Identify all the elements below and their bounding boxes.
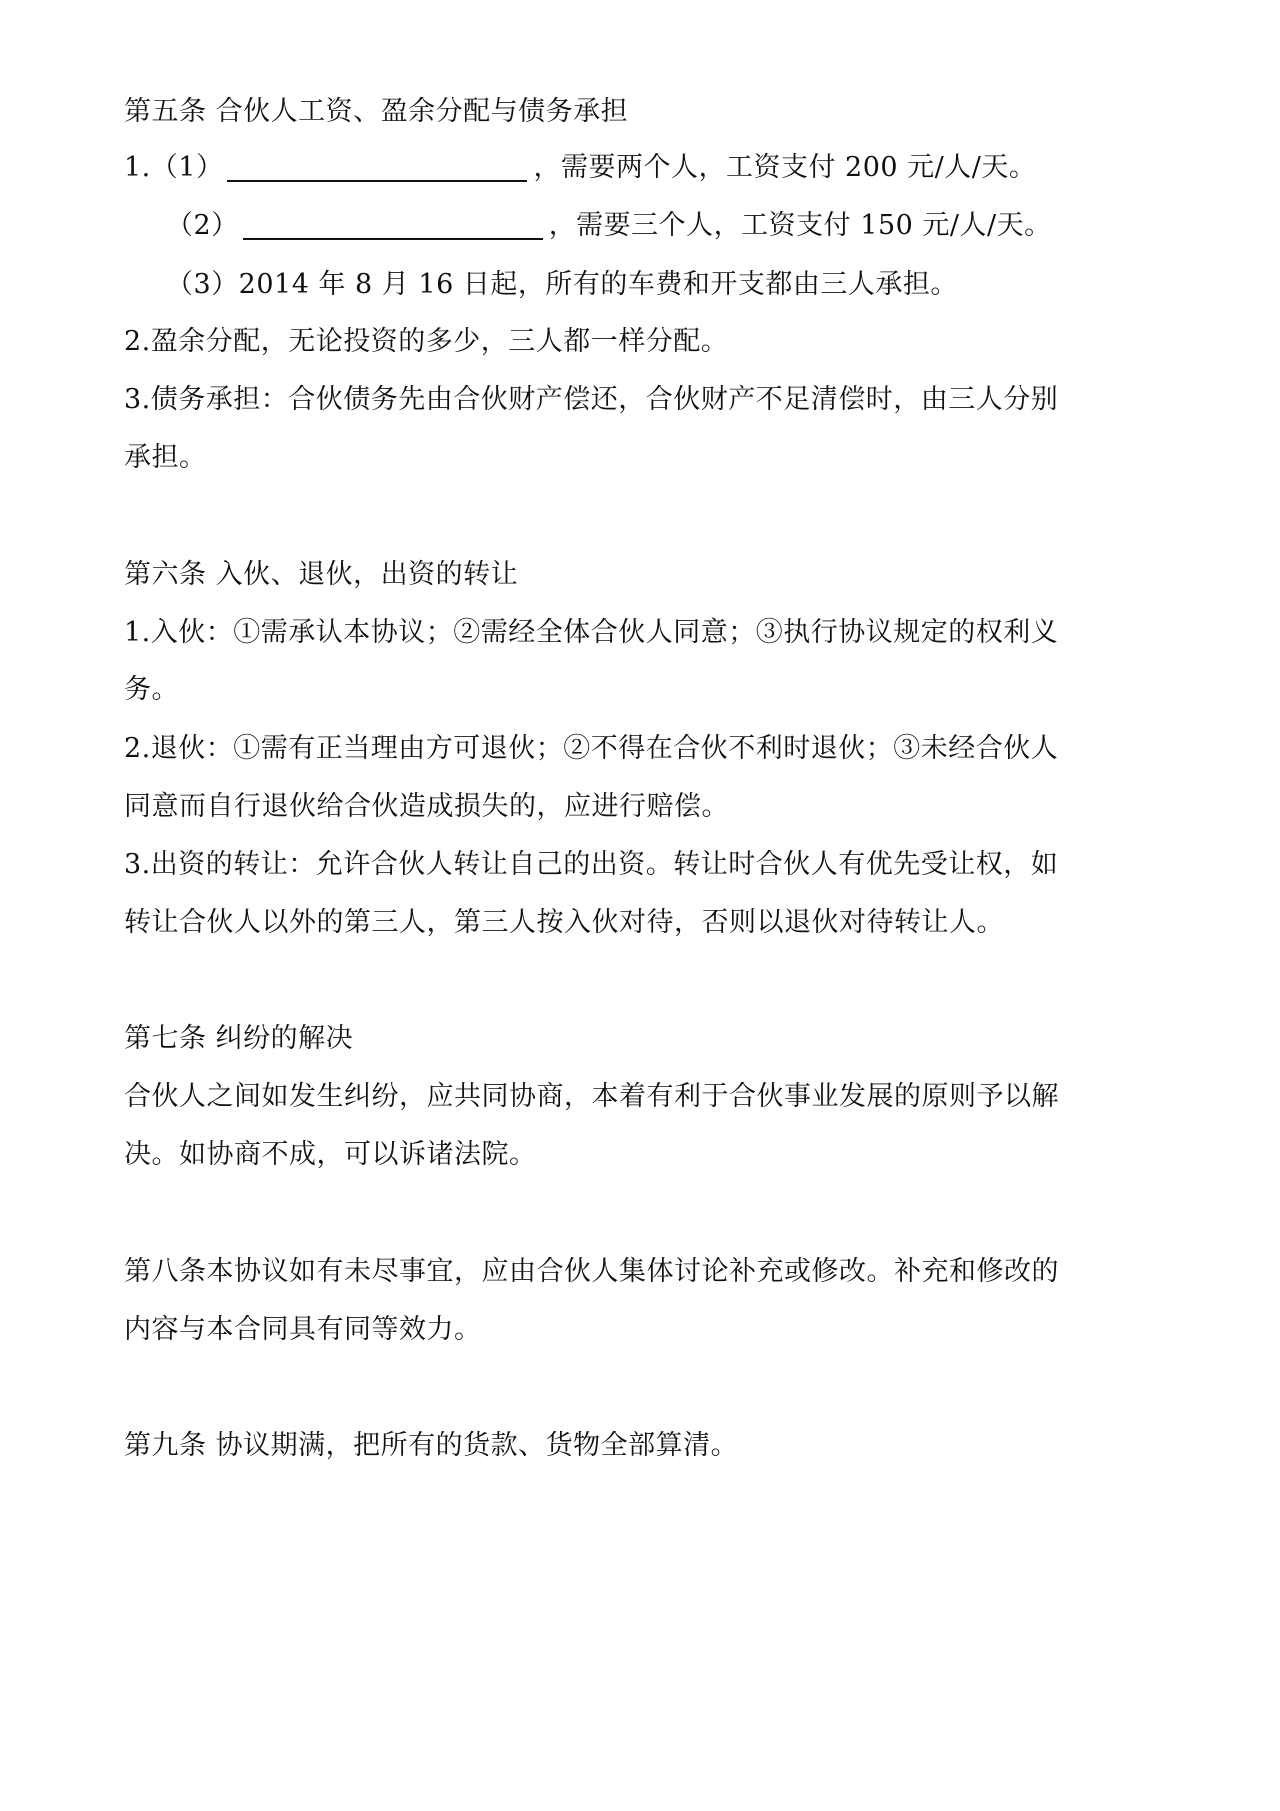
article-9-heading: 第九条 协议期满，把所有的货款、货物全部算清。	[124, 1430, 739, 1461]
article-6-item-1-line-2: 务。	[124, 674, 179, 705]
article-5-item-1	[124, 148, 1164, 188]
article-5-item-1-3: （3）2014 年 8 月 16 日起，所有的车费和开支都由三人承担。	[166, 269, 958, 300]
article-6-heading: 第六条 入伙、退伙，出资的转让	[124, 559, 519, 590]
item-1-prefix: 1.（1）	[124, 152, 224, 183]
article-8-body-line-1: 第八条本协议如有未尽事宜，应由合伙人集体讨论补充或修改。补充和修改的	[124, 1256, 1059, 1287]
article-6-item-2-line-1: 2.退伙：①需有正当理由方可退伙；②不得在合伙不利时退伙；③未经合伙人	[124, 733, 1059, 764]
article-5-item-3-line-1: 3.债务承担：合伙债务先由合伙财产偿还，合伙财产不足清偿时，由三人分别	[124, 384, 1059, 415]
article-6-item-1-line-1: 1.入伙：①需承认本协议；②需经全体合伙人同意；③执行协议规定的权利义	[124, 617, 1059, 648]
fill-in-blank-1[interactable]	[227, 150, 527, 182]
article-8-body-line-2: 内容与本合同具有同等效力。	[124, 1314, 482, 1345]
article-6-item-3-line-2: 转让合伙人以外的第三人，第三人按入伙对待，否则以退伙对待转让人。	[124, 907, 1004, 938]
article-7-body-line-1: 合伙人之间如发生纠纷，应共同协商，本着有利于合伙事业发展的原则予以解	[124, 1081, 1059, 1112]
article-5-heading: 第五条 合伙人工资、盈余分配与债务承担	[124, 96, 629, 127]
article-5-item-2: 2.盈余分配，无论投资的多少，三人都一样分配。	[124, 326, 729, 357]
article-5-item-3-line-2: 承担。	[124, 442, 207, 473]
article-7-body-line-2: 决。如协商不成，可以诉诸法院。	[124, 1139, 537, 1170]
fill-in-blank-2[interactable]	[243, 208, 543, 240]
article-7-heading: 第七条 纠纷的解决	[124, 1023, 354, 1054]
item-1-2-prefix: （2）	[166, 210, 239, 241]
item-1-suffix: ，需要两个人，工资支付 200 元/人/天。	[533, 152, 1037, 183]
article-6-item-3-line-1: 3.出资的转让：允许合伙人转让自己的出资。转让时合伙人有优先受让权，如	[124, 849, 1059, 880]
article-6-item-2-line-2: 同意而自行退伙给合伙造成损失的，应进行赔偿。	[124, 791, 729, 822]
article-5-item-1-2	[166, 206, 1206, 246]
item-1-2-suffix: ，需要三个人，工资支付 150 元/人/天。	[548, 210, 1052, 241]
